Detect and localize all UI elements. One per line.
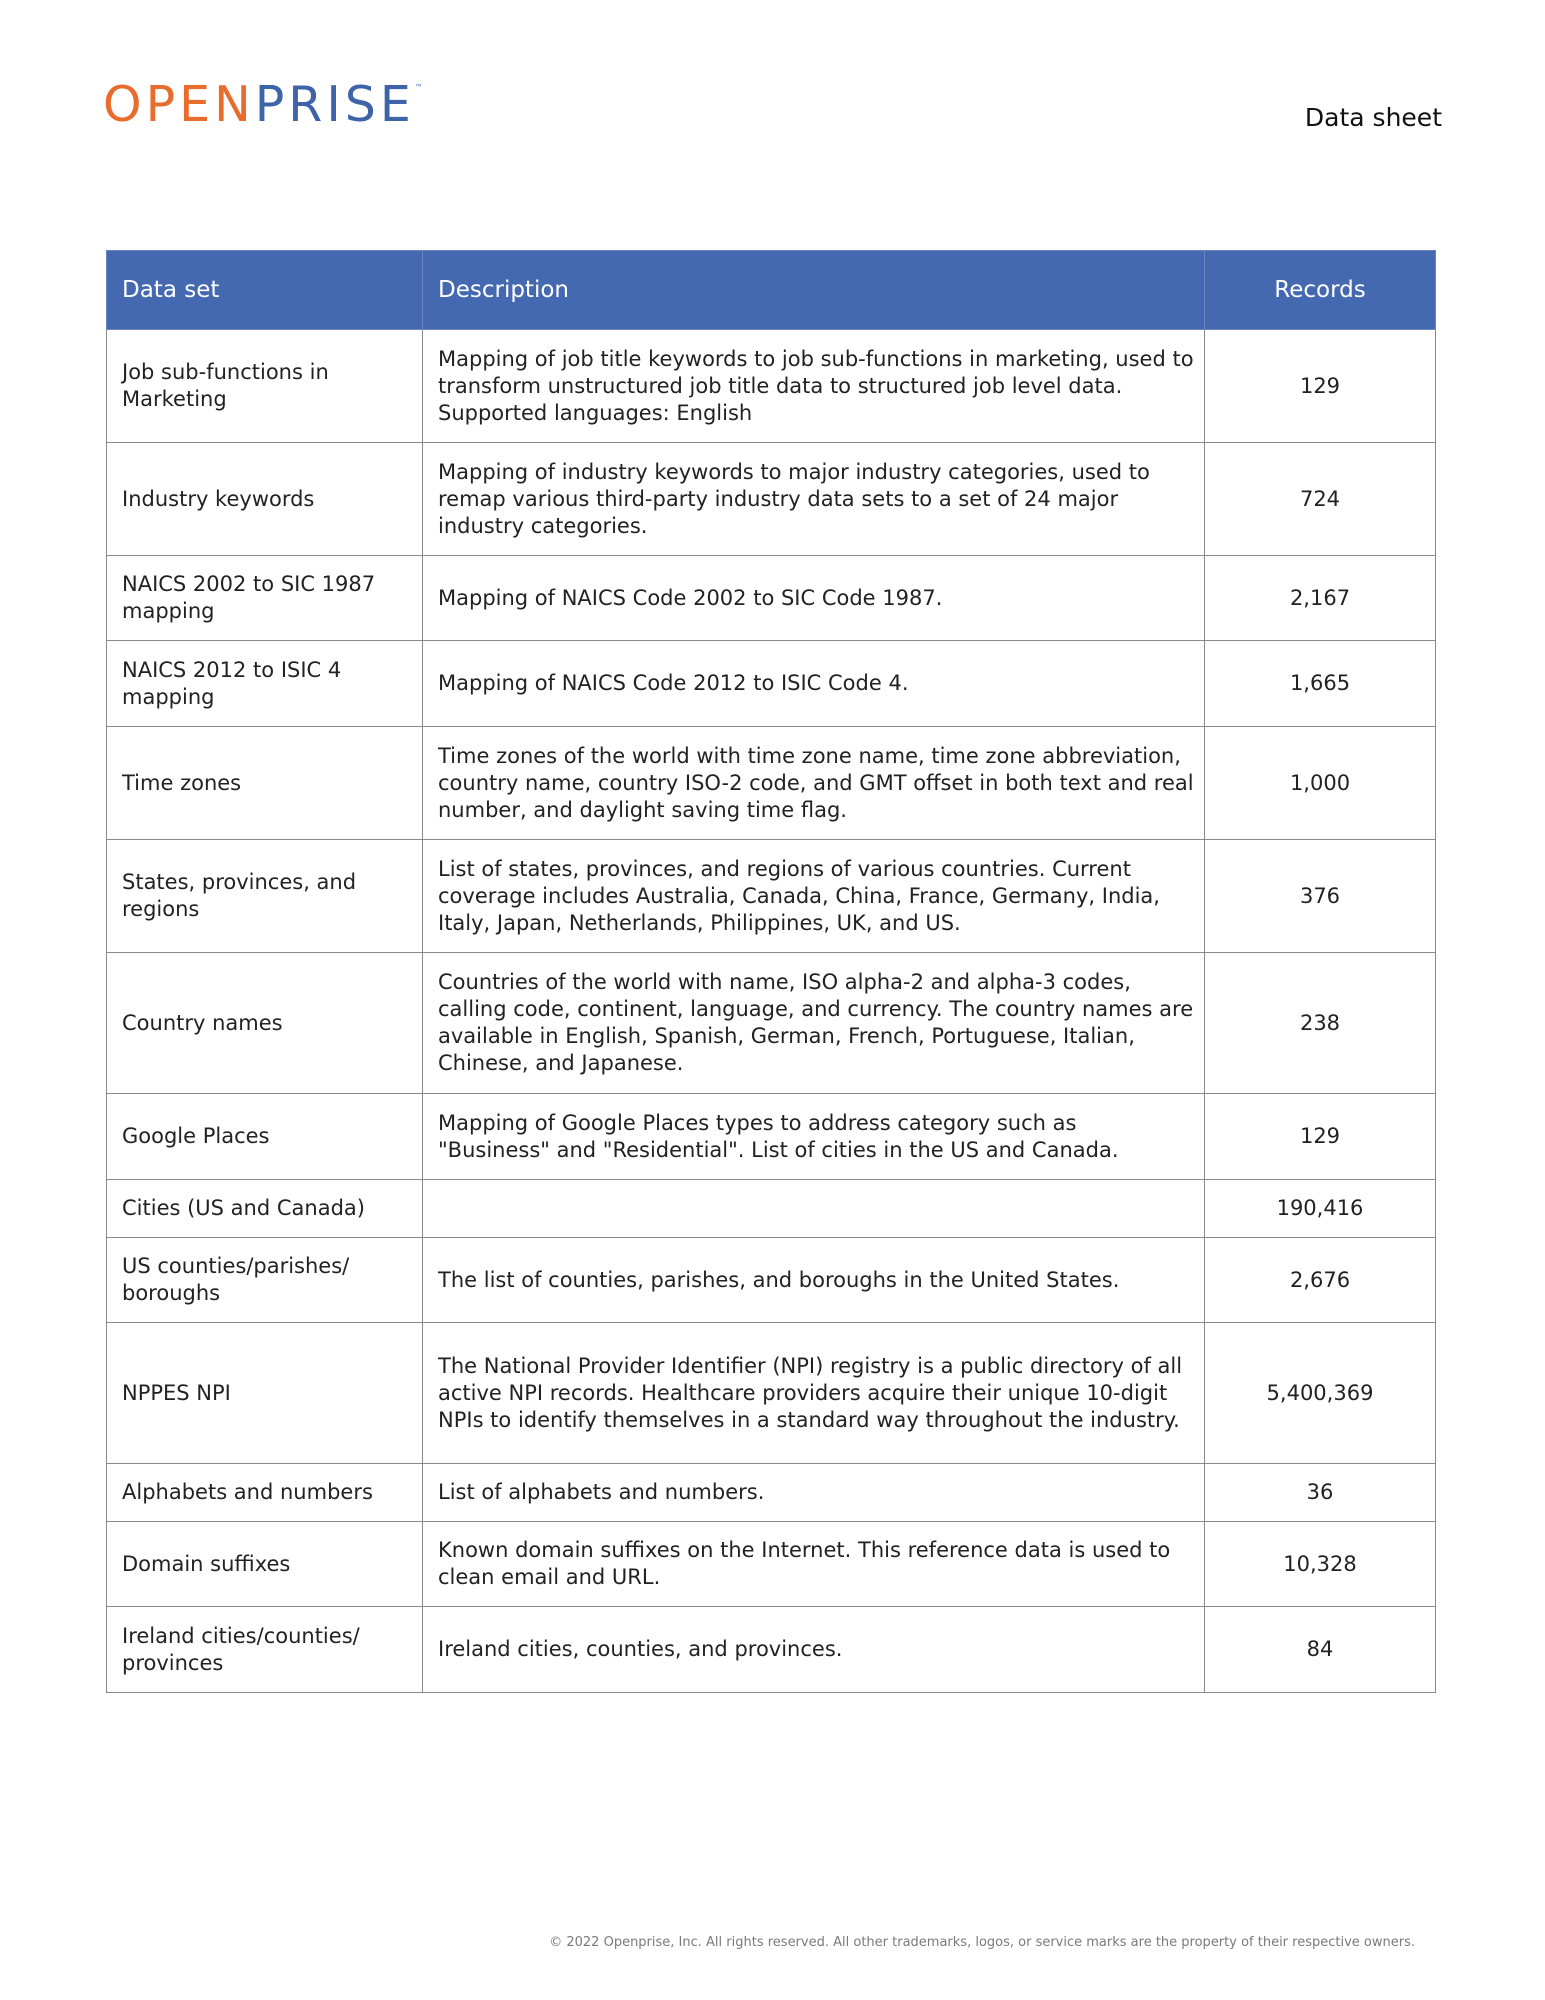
description-cell: Countries of the world with name, ISO alpha-2 and alpha-3 codes, calling code, continent, language, and currency. The country names are available in English, Spanish, German, French, Portuguese, Italian, Chinese, and Japanese. [423,953,1205,1094]
table-row [107,727,1436,840]
records-cell: 2,167 [1205,556,1436,641]
table-row [107,840,1436,953]
records-cell: 376 [1205,840,1436,953]
description-cell: The National Provider Identifier (NPI) registry is a public directory of all active NPI records. Healthcare providers acquire their unique 10-digit NPIs to identify themselves in a standard way throughout the industry. [423,1323,1205,1464]
records-cell: 84 [1205,1607,1436,1693]
dataset-cell: NAICS 2002 to SIC 1987 mapping [107,556,423,641]
description-cell: List of alphabets and numbers. [423,1464,1205,1522]
table-row [107,556,1436,641]
table-header-row [107,251,1436,330]
openprise-logo [103,76,423,133]
dataset-cell: Time zones [107,727,423,840]
copyright-footer: © 2022 Openprise, Inc. All rights reserved. All other trademarks, logos, or service marks are the property of their respective owners. [549,1935,1415,1950]
description-cell: Known domain suffixes on the Internet. This reference data is used to clean email and URL. [423,1522,1205,1607]
dataset-cell: Ireland cities/counties/ provinces [107,1607,423,1693]
logo-trademark: ™ [414,83,423,92]
description-cell: Ireland cities, counties, and provinces. [423,1607,1205,1693]
records-cell: 5,400,369 [1205,1323,1436,1464]
description-cell: Mapping of job title keywords to job sub-functions in marketing, used to transform unstructured job title data to structured job level data. Supported languages: English [423,330,1205,443]
dataset-cell: Cities (US and Canada) [107,1180,423,1238]
table-row [107,443,1436,556]
records-cell: 724 [1205,443,1436,556]
dataset-cell: Google Places [107,1094,423,1180]
description-cell: Mapping of NAICS Code 2002 to SIC Code 1987. [423,556,1205,641]
table-row [107,330,1436,443]
records-cell: 129 [1205,1094,1436,1180]
document-type-label: Data sheet [1304,103,1442,132]
table-row [107,1094,1436,1180]
column-header-dataset: Data set [107,251,423,330]
reference-data-table [106,250,1436,1693]
dataset-cell: Country names [107,953,423,1094]
table-row [107,641,1436,727]
description-cell: Mapping of NAICS Code 2012 to ISIC Code 4. [423,641,1205,727]
description-cell: Mapping of Google Places types to address category such as "Business" and "Residential". List of cities in the US and Canada. [423,1094,1205,1180]
logo-prise-text: PRISE [254,76,415,133]
column-header-description: Description [423,251,1205,330]
description-cell: List of states, provinces, and regions of various countries. Current coverage includes Australia, Canada, China, France, Germany, India, Italy, Japan, Netherlands, Philippines, UK, and US. [423,840,1205,953]
dataset-cell: Job sub-functions in Marketing [107,330,423,443]
records-cell: 2,676 [1205,1238,1436,1323]
table-row [107,1238,1436,1323]
table-row [107,953,1436,1094]
table-row [107,1464,1436,1522]
table-row [107,1323,1436,1464]
records-cell: 190,416 [1205,1180,1436,1238]
records-cell: 1,000 [1205,727,1436,840]
dataset-cell: NAICS 2012 to ISIC 4 mapping [107,641,423,727]
records-cell: 10,328 [1205,1522,1436,1607]
records-cell: 238 [1205,953,1436,1094]
dataset-cell: NPPES NPI [107,1323,423,1464]
description-cell [423,1180,1205,1238]
description-cell: Time zones of the world with time zone name, time zone abbreviation, country name, country ISO-2 code, and GMT offset in both text and real number, and daylight saving time flag. [423,727,1205,840]
table-row [107,1607,1436,1693]
description-cell: Mapping of industry keywords to major industry categories, used to remap various third-party industry data sets to a set of 24 major industry categories. [423,443,1205,556]
dataset-cell: Alphabets and numbers [107,1464,423,1522]
dataset-cell: US counties/parishes/ boroughs [107,1238,423,1323]
records-cell: 129 [1205,330,1436,443]
description-cell: The list of counties, parishes, and boroughs in the United States. [423,1238,1205,1323]
dataset-cell: Industry keywords [107,443,423,556]
records-cell: 1,665 [1205,641,1436,727]
table-row [107,1180,1436,1238]
column-header-records: Records [1205,251,1436,330]
dataset-cell: Domain suffixes [107,1522,423,1607]
dataset-cell: States, provinces, and regions [107,840,423,953]
table-row [107,1522,1436,1607]
logo-open-text: OPEN [103,76,255,133]
records-cell: 36 [1205,1464,1436,1522]
